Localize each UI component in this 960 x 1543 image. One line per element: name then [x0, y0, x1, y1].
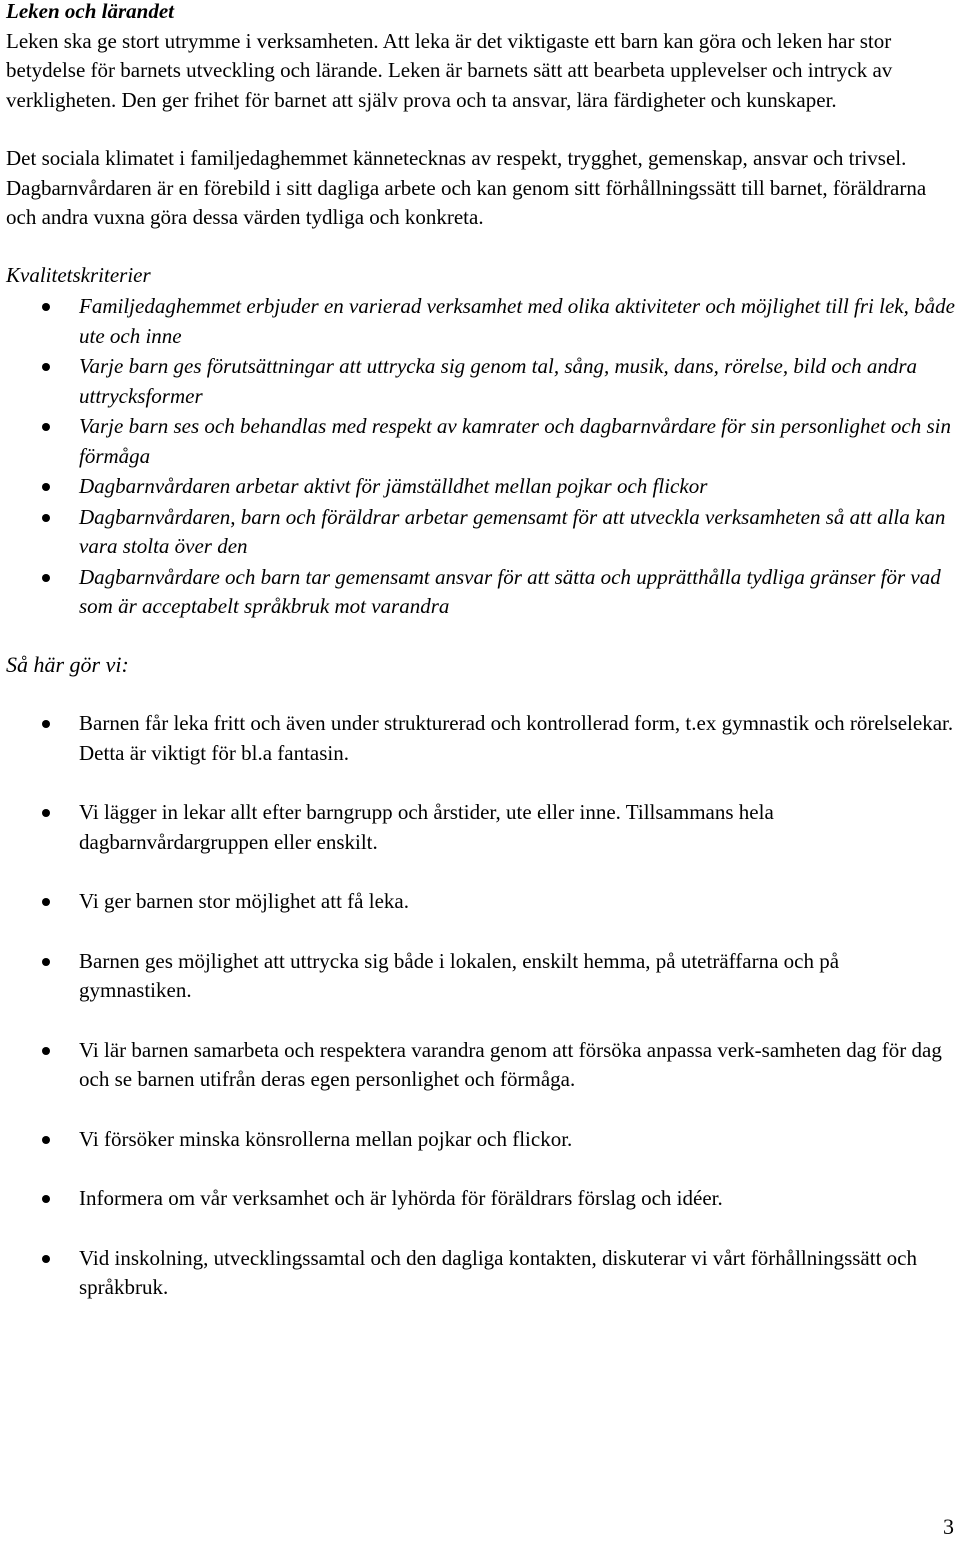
bullet-icon — [42, 1047, 50, 1055]
bullet-icon — [42, 483, 50, 491]
bullet-icon — [42, 423, 50, 431]
list-item-text: Informera om vår verksamhet och är lyhörda för föräldrars förslag och idéer. — [79, 1186, 723, 1210]
list-item-text: Familjedaghemmet erbjuder en varierad verksamhet med olika aktiviteter och möjlighet till fri lek, både ute och inne — [79, 294, 955, 348]
list-item — [6, 1036, 956, 1095]
quality-criteria-title: Kvalitetskriterier — [6, 262, 151, 287]
list-item-text: Barnen ges möjlighet att uttrycka sig både i lokalen, enskilt hemma, på uteträffarna och på gymnastiken. — [79, 948, 840, 1002]
list-item-text: Barnen får leka fritt och även under strukturerad och kontrollerad form, t.ex gymnastik och rörelselekar. Detta är viktigt för bl.a fantasin. — [79, 711, 954, 765]
bullet-icon — [42, 898, 50, 906]
list-item — [6, 503, 956, 562]
bullet-icon — [42, 720, 50, 728]
list-item — [6, 563, 956, 622]
list-item-text: Vi försöker minska könsrollerna mellan pojkar och flickor. — [79, 1126, 573, 1151]
list-item — [6, 1184, 956, 1214]
list-item-text: Dagbarnvårdare och barn tar gemensamt ansvar för att sätta och upprätthålla tydliga gränser för vad som är acceptabelt språkbruk mot varandra — [79, 564, 941, 618]
document-page — [6, 0, 956, 1333]
list-item — [6, 798, 956, 857]
section-title: Leken och lärandet — [6, 0, 174, 23]
list-item-text: Vi lägger in lekar allt efter barngrupp och årstider, ute eller inne. Tillsammans hela dagbarnvårdargruppen eller enskilt. — [79, 800, 774, 854]
bullet-icon — [42, 1255, 50, 1263]
bullet-icon — [42, 514, 50, 522]
bullet-icon — [42, 809, 50, 817]
list-item — [6, 352, 956, 411]
list-item — [6, 887, 956, 917]
bullet-icon — [42, 574, 50, 582]
list-item — [6, 412, 956, 471]
list-item-text: Dagbarnvårdaren arbetar aktivt för jämställdhet mellan pojkar och flickor — [79, 474, 708, 498]
list-item-text: Vi lär barnen samarbeta och respektera varandra genom att försöka anpassa verk-samheten dag för dag och se barnen utifrån deras egen personlighet och förmåga. — [79, 1037, 942, 1091]
list-item — [6, 947, 956, 1006]
list-item — [6, 709, 956, 768]
how-we-do-title: Så här gör vi: — [6, 651, 129, 677]
list-item — [6, 1125, 956, 1155]
list-item — [6, 292, 956, 351]
list-item-text: Varje barn ses och behandlas med respekt av kamrater och dagbarnvårdare för sin personlighet och sin förmåga — [79, 414, 951, 468]
bullet-icon — [42, 958, 50, 966]
intro-paragraph: Leken ska ge stort utrymme i verksamheten. Att leka är det viktigaste ett barn kan göra och leken har stor betydelse för barnets utveckling och lärande. Leken är barnets sätt att bearbeta upplevelser och intryck av verkligheten. Den ger frihet för barnet att själv prova och ta ansvar, lära färdigheter och kunskaper. — [6, 28, 893, 112]
list-item — [6, 472, 956, 502]
list-item-text: Vid inskolning, utvecklingssamtal och den dagliga kontakten, diskuterar vi vårt förhållningssätt och språkbruk. — [79, 1245, 917, 1299]
how-we-do-list — [6, 709, 956, 1303]
bullet-icon — [42, 363, 50, 371]
bullet-icon — [42, 1195, 50, 1203]
page-number: 3 — [943, 1514, 954, 1539]
list-item-text: Vi ger barnen stor möjlighet att få leka. — [79, 889, 409, 913]
climate-paragraph: Det sociala klimatet i familjedaghemmet kännetecknas av respekt, trygghet, gemenskap, ansvar och trivsel. Dagbarnvårdaren är en förebild i sitt dagliga arbete och kan genom sitt förhållningssätt till barnet, föräldrarna och andra vuxna göra dessa värden tydliga och konkreta. — [6, 146, 927, 229]
list-item — [6, 1244, 956, 1303]
list-item-text: Dagbarnvårdaren, barn och föräldrar arbetar gemensamt för att utveckla verksamheten så att alla kan vara stolta över den — [79, 504, 946, 558]
list-item-text: Varje barn ges förutsättningar att uttrycka sig genom tal, sång, musik, dans, rörelse, bild och andra uttrycksformer — [79, 354, 918, 408]
bullet-icon — [42, 1136, 50, 1144]
bullet-icon — [42, 303, 50, 311]
quality-criteria-list — [6, 292, 956, 622]
